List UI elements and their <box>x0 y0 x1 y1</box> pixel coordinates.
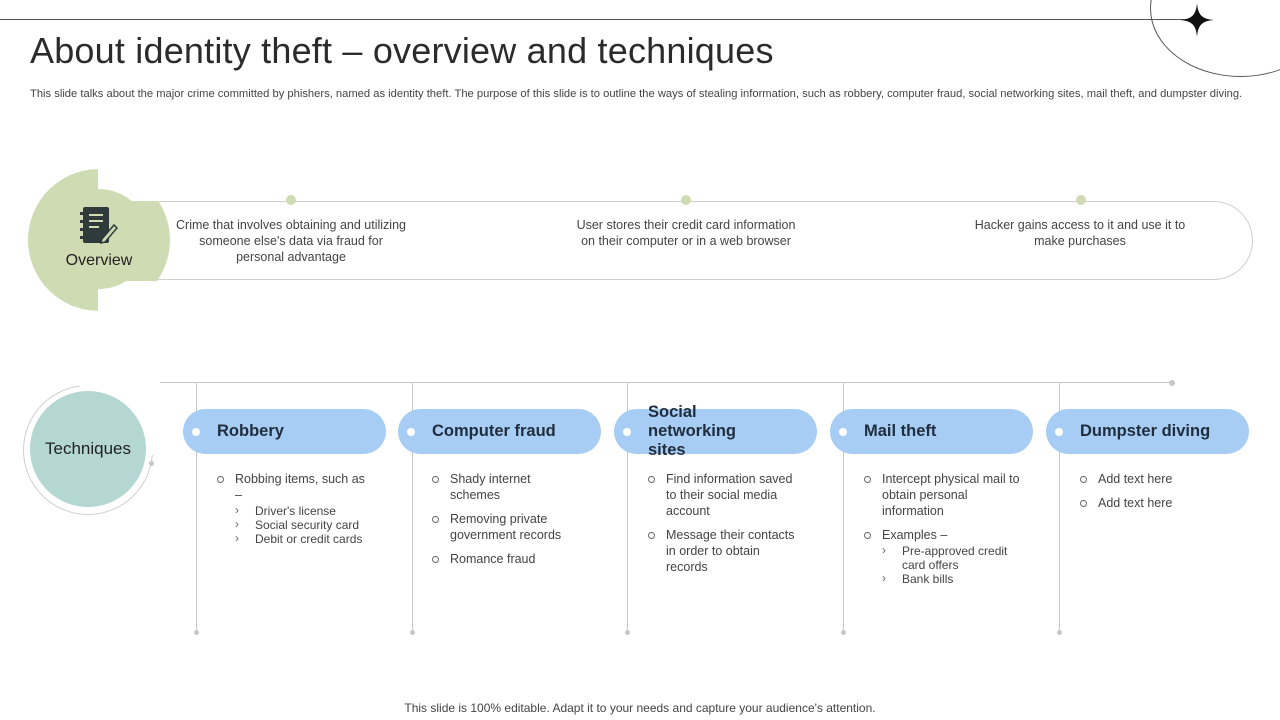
overview-point-dot <box>286 195 296 205</box>
list-item-text: Examples – <box>882 528 948 542</box>
technique-list <box>1080 471 1230 519</box>
technique-pill-social-networking <box>614 403 817 459</box>
sub-item: › Bank bills <box>882 572 1020 586</box>
list-item: Intercept physical mail to obtain personal information <box>864 471 1020 519</box>
list-item <box>217 471 367 546</box>
footer-note: This slide is 100% editable. Adapt it to your needs and capture your audience's attention. <box>404 701 876 715</box>
list-item <box>864 527 1020 586</box>
sub-item: › Social security card <box>235 518 367 532</box>
bullet-dot <box>192 428 200 436</box>
list-item: Message their contacts in order to obtain records <box>648 527 798 575</box>
technique-list <box>217 471 367 554</box>
bullet-dot <box>623 428 631 436</box>
overview-label: Overview <box>65 252 133 269</box>
column-end-dot <box>1057 630 1062 635</box>
overview-point-2: User stores their credit card information on their computer or in a web browser <box>576 218 796 248</box>
sparkle-star-icon <box>1180 3 1214 37</box>
technique-list <box>864 471 1020 594</box>
technique-heading: Robbery <box>217 422 284 440</box>
technique-pill-computer-fraud <box>398 409 601 454</box>
technique-list <box>432 471 582 575</box>
list-item: Shady internet schemes <box>432 471 582 503</box>
list-item: Add text here <box>1080 471 1230 487</box>
list-item: Removing private government records <box>432 511 582 543</box>
technique-pill-robbery <box>183 409 386 454</box>
techniques-connector-line <box>88 382 1173 383</box>
list-item-text: Robbing items, such as – <box>235 472 365 502</box>
page-title: About identity theft – overview and techniques <box>30 30 774 71</box>
techniques-label: Techniques <box>44 439 131 458</box>
technique-heading: Dumpster diving <box>1080 422 1211 440</box>
ring-end-dot <box>149 461 154 466</box>
overview-point-dot <box>1076 195 1086 205</box>
bullet-dot <box>407 428 415 436</box>
notebook-pen-icon <box>80 205 118 245</box>
column-end-dot <box>625 630 630 635</box>
bullet-dot <box>1055 428 1063 436</box>
column-end-dot <box>194 630 199 635</box>
technique-list <box>648 471 798 583</box>
list-item: Romance fraud <box>432 551 582 567</box>
page-subtitle: This slide talks about the major crime committed by phishers, named as identity theft. The purpose of this slide is to outline the ways of stealing information, such as robbery, computer fraud, social networking sites, mail theft, and dumpster diving. <box>30 88 1243 100</box>
decorative-arc <box>1150 0 1280 77</box>
overview-point-dot <box>681 195 691 205</box>
list-item: Find information saved to their social media account <box>648 471 798 519</box>
connector-end-dot <box>1169 380 1175 386</box>
sub-item: › Debit or credit cards <box>235 532 367 546</box>
bullet-dot <box>839 428 847 436</box>
sub-item: › Driver's license <box>235 504 367 518</box>
sub-item: › Pre-approved credit card offers <box>882 544 1020 572</box>
list-item: Add text here <box>1080 495 1230 511</box>
column-end-dot <box>410 630 415 635</box>
technique-pill-dumpster-diving <box>1046 409 1249 454</box>
overview-point-3: Hacker gains access to it and use it to make purchases <box>974 218 1186 248</box>
technique-pill-mail-theft <box>830 409 1033 454</box>
overview-point-1: Crime that involves obtaining and utilizing someone else's data via fraud for personal advantage <box>176 218 406 264</box>
technique-heading: Social networking sites <box>648 403 737 459</box>
technique-heading: Mail theft <box>864 422 937 440</box>
technique-heading: Computer fraud <box>432 422 556 440</box>
top-divider-line <box>0 19 1200 20</box>
column-end-dot <box>841 630 846 635</box>
